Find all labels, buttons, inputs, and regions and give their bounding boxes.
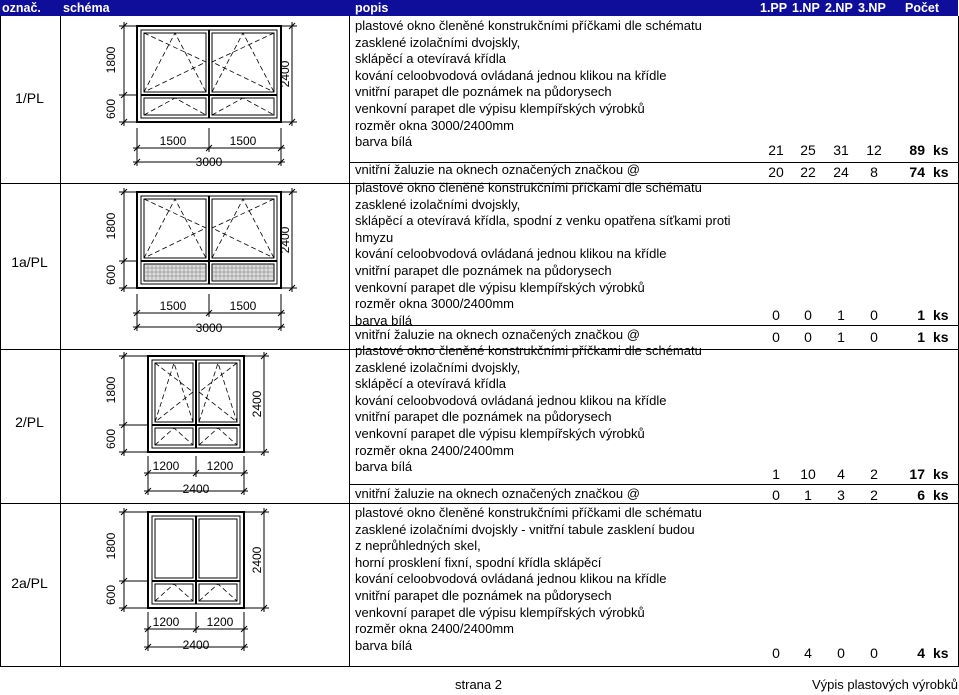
dim-height-bottom: 600 [104,584,118,606]
blind-count-3np: 2 [870,487,878,503]
document-title: Výpis plastových výrobků [812,677,958,692]
dim-width-total: 3000 [195,321,223,335]
row-code: 2a/PL [11,575,48,591]
desc-line: kování celoobvodová ovládaná jednou klikou na křídle [355,67,667,83]
desc-line: plastové okno členěné konstrukčními příčkami dle schématu [355,18,702,33]
desc-line: plastové okno členěné konstrukčními příčkami dle schématu [355,180,702,195]
blind-count-3np: 0 [870,329,878,345]
count-3np: 0 [870,307,878,323]
count-3np: 2 [870,466,878,482]
desc-line: barva bílá [355,312,413,328]
dim-width-left: 1500 [159,134,187,148]
dim-height-bottom: 600 [104,428,118,450]
dim-height-bottom: 600 [104,264,118,286]
row-description [355,18,702,151]
blind-count-1pp: 0 [772,487,780,503]
window-schema-1 [104,22,297,169]
col-total-header: Počet [905,1,940,15]
col-code-header: označ. [2,1,41,15]
desc-line: hmyzu [355,229,394,245]
row-description [355,180,731,329]
desc-line: rozměr okna 3000/2400mm [355,117,514,133]
desc-line: vnitřní parapet dle poznámek na půdorysech [355,262,612,278]
desc-line: barva bílá [355,459,413,475]
desc-line: vnitřní parapet dle poznámek na půdorysech [355,84,612,100]
dim-width-total: 2400 [182,482,210,496]
count-3np: 0 [870,645,878,661]
blind-count-unit: ks [933,329,949,345]
count-1pp: 21 [768,142,784,158]
dim-width-right: 1200 [206,459,234,473]
blind-line: vnitřní žaluzie na oknech označených značkou @ [355,162,640,177]
count-2np: 1 [837,307,845,323]
count-1pp: 1 [772,466,780,482]
desc-line: venkovní parapet dle výpisu klempířských výrobků [355,100,645,116]
desc-line: zasklené izolačními dvojskly, [355,359,521,375]
count-unit: ks [933,307,949,323]
count-total: 17 [909,466,925,482]
dim-height-top: 1800 [104,532,118,560]
blind-count-unit: ks [933,164,949,180]
blind-count-unit: ks [933,487,949,503]
desc-line: kování celoobvodová ovládaná jednou klikou na křídle [355,571,667,587]
count-total: 89 [909,142,925,158]
window-schema-3 [104,352,269,496]
desc-line: plastové okno členěné konstrukčními příčkami dle schématu [355,505,702,520]
desc-line: sklápěcí a otevíravá křídla [355,51,507,67]
desc-line: vnitřní parapet dle poznámek na půdorysech [355,409,612,425]
row-description [355,505,702,654]
count-1pp: 0 [772,307,780,323]
count-2np: 4 [837,466,845,482]
dim-height-total: 2400 [250,546,264,574]
blind-count-2np: 1 [837,329,845,345]
count-3np: 12 [866,142,882,158]
blind-count-2np: 24 [833,164,849,180]
page-number: strana 2 [455,677,502,692]
desc-line: venkovní parapet dle výpisu klempířských výrobků [355,279,645,295]
desc-line: venkovní parapet dle výpisu klempířských výrobků [355,604,645,620]
blind-count-1np: 1 [804,487,812,503]
desc-line: barva bílá [355,637,413,653]
desc-line: rozměr okna 2400/2400mm [355,442,514,458]
desc-line: rozměr okna 2400/2400mm [355,621,514,637]
count-unit: ks [933,645,949,661]
count-2np: 0 [837,645,845,661]
count-2np: 31 [833,142,849,158]
desc-line: venkovní parapet dle výpisu klempířských výrobků [355,425,645,441]
count-1np: 0 [804,307,812,323]
col-schema-header: schéma [63,1,110,15]
col-np2-header: 2.NP [825,1,853,15]
desc-line: zasklené izolačními dvojskly, [355,196,521,212]
desc-line: plastové okno členěné konstrukčními příčkami dle schématu [355,343,702,358]
col-np3-header: 3.NP [858,1,886,15]
desc-line: vnitřní parapet dle poznámek na půdorysech [355,587,612,603]
count-1np: 25 [800,142,816,158]
row-code: 1/PL [15,90,44,106]
row-code: 1a/PL [11,254,48,270]
row-code: 2/PL [15,414,44,430]
dim-height-top: 1800 [104,46,118,74]
row-description [355,343,702,476]
dim-width-left: 1200 [152,615,180,629]
count-total: 4 [917,645,925,661]
col-np1-header: 1.NP [792,1,820,15]
dim-width-left: 1200 [152,459,180,473]
count-1np: 4 [804,645,812,661]
blind-count-2np: 3 [837,487,845,503]
dim-height-bottom: 600 [104,98,118,120]
dim-height-total: 2400 [278,60,292,88]
dim-width-total: 3000 [195,155,223,169]
desc-line: rozměr okna 3000/2400mm [355,296,514,312]
dim-width-right: 1500 [229,134,257,148]
desc-line: barva bílá [355,134,413,150]
dim-width-total: 2400 [182,638,210,652]
blind-count-1np: 0 [804,329,812,345]
dim-width-right: 1200 [206,615,234,629]
blind-line: vnitřní žaluzie na oknech označených značkou @ [355,327,640,342]
count-unit: ks [933,466,949,482]
desc-line: kování celoobvodová ovládaná jednou klikou na křídle [355,392,667,408]
desc-line: z neprůhledných skel, [355,538,481,554]
desc-line: zasklené izolačními dvojskly, [355,34,521,50]
blind-line: vnitřní žaluzie na oknech označených značkou @ [355,486,640,501]
blind-count-1pp: 0 [772,329,780,345]
col-pp-header: 1.PP [760,1,788,15]
dim-height-total: 2400 [250,390,264,418]
dim-width-left: 1500 [159,299,187,313]
desc-line: sklápěcí a otevíravá křídla, spodní z venku opatřena síťkami proti [355,213,731,229]
dim-height-top: 1800 [104,376,118,404]
blind-count-3np: 8 [870,164,878,180]
blind-count-1np: 22 [800,164,816,180]
blind-count-total: 1 [917,329,925,345]
count-1np: 10 [800,466,816,482]
count-1pp: 0 [772,645,780,661]
dim-height-top: 1800 [104,212,118,240]
desc-line: kování celoobvodová ovládaná jednou klikou na křídle [355,246,667,262]
blind-count-total: 74 [909,164,925,180]
dim-width-right: 1500 [229,299,257,313]
col-desc-header: popis [355,1,389,15]
blind-count-1pp: 20 [768,164,784,180]
blind-count-total: 6 [917,487,925,503]
desc-line: sklápěcí a otevíravá křídla [355,376,507,392]
dim-height-total: 2400 [278,226,292,254]
count-unit: ks [933,142,949,158]
desc-line: zasklené izolačními dvojskly - vnitřní tabule zasklení budou [355,521,695,537]
count-total: 1 [917,307,925,323]
desc-line: horní prosklení fixní, spodní křídla sklápěcí [355,554,602,570]
window-schema-2 [104,188,297,335]
window-schema-4 [104,508,269,652]
